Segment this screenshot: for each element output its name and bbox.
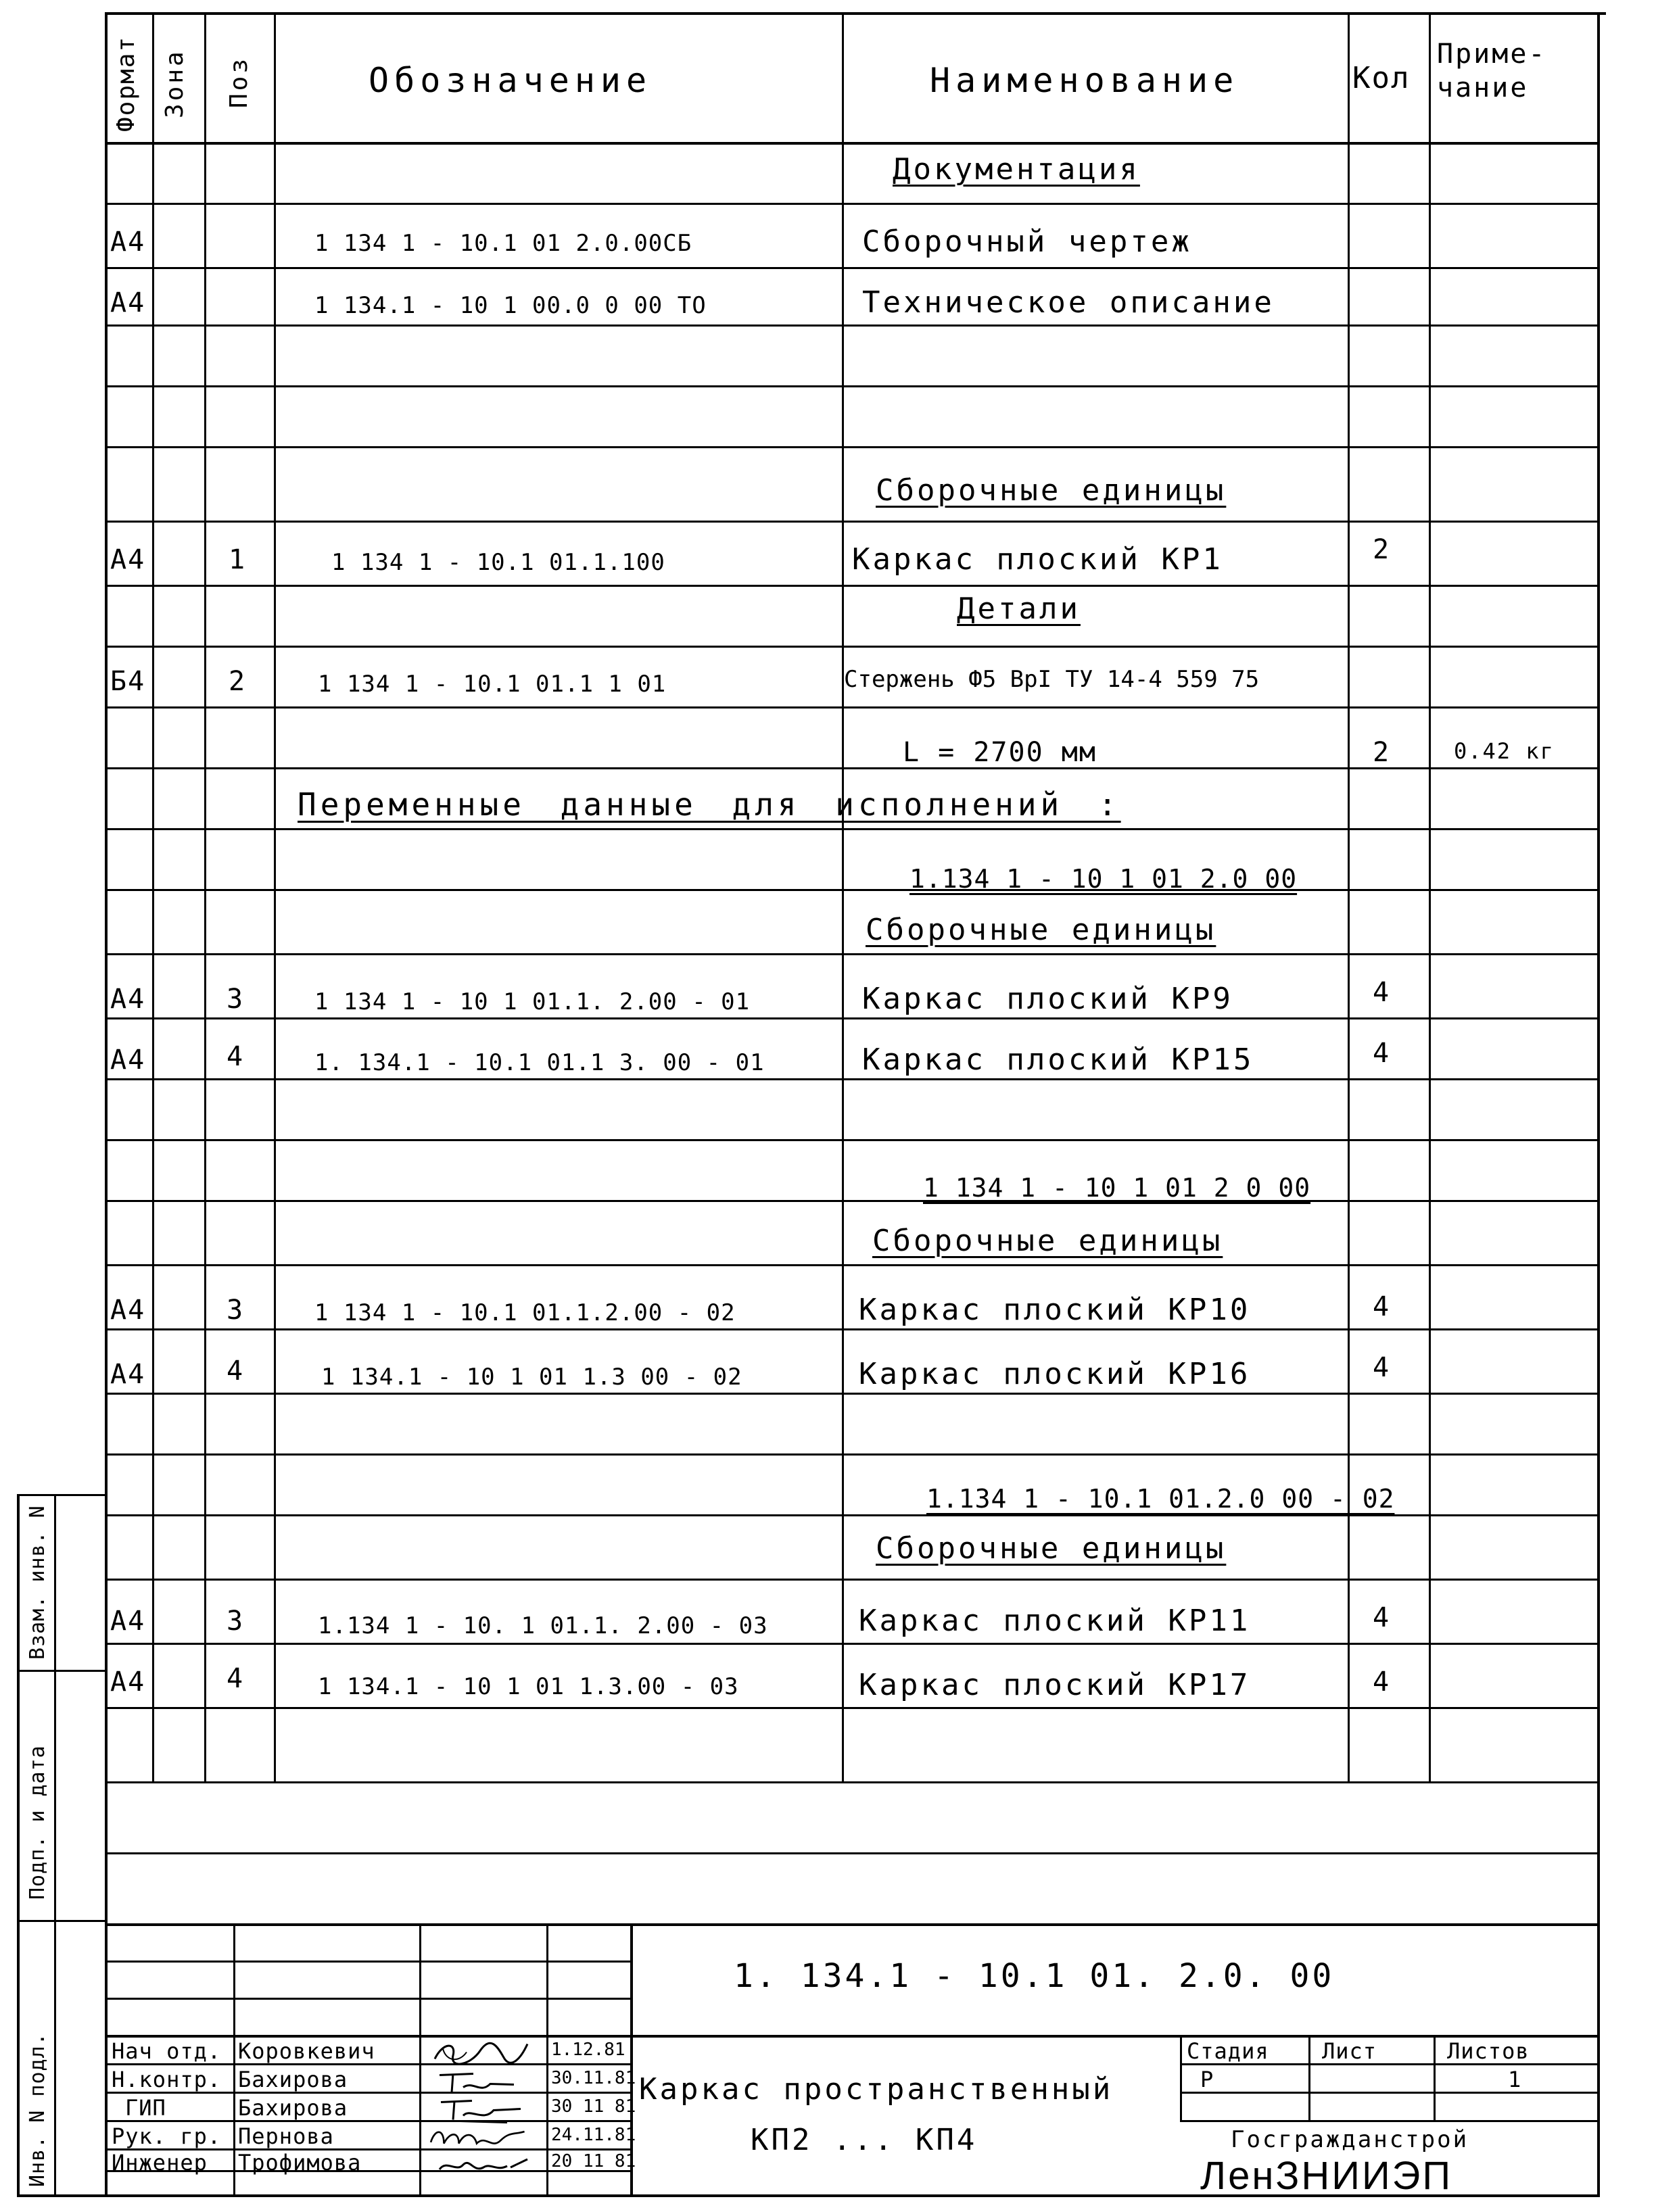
stage-label: Стадия	[1187, 2038, 1269, 2064]
row-designation: 1.134 1 - 10. 1 01.1. 2.00 - 03	[318, 1612, 768, 1639]
header-pos: Поз	[225, 55, 253, 108]
row-designation: 1 134.1 - 10 1 00.0 0 00 ТО	[314, 292, 707, 319]
row-designation: 1 134 1 - 10.1 01.1 1 01	[318, 671, 667, 698]
signer-date: 30.11.81	[551, 2068, 636, 2088]
header-bottom-line	[105, 142, 1599, 145]
row-format: А4	[110, 1295, 146, 1326]
row-qty: 4	[1373, 1352, 1391, 1383]
sheets-label: Листов	[1447, 2038, 1530, 2064]
frame-left	[105, 12, 108, 2196]
row-line	[105, 203, 1599, 205]
header-note: Приме- чание	[1437, 39, 1547, 103]
row-line	[105, 385, 1599, 387]
row-line	[105, 585, 1599, 587]
header-name: Наименование	[930, 61, 1239, 100]
row-qty: 2	[1373, 534, 1391, 565]
row-format: А4	[110, 1666, 146, 1698]
row-line	[105, 1393, 1599, 1395]
col-line-note	[1429, 12, 1431, 1783]
col-line-qty	[1348, 12, 1350, 1783]
row-designation: 1 134 1 - 10.1 01 2.0.00СБ	[314, 230, 692, 257]
tb-stage-box-left	[1180, 2035, 1182, 2120]
signer-role: Рук. гр.	[112, 2123, 222, 2149]
margin-frame-left	[17, 1494, 20, 2197]
row-name: Каркас плоский КР17	[859, 1668, 1251, 1702]
row-qty: 4	[1373, 1602, 1391, 1633]
row-line	[105, 267, 1599, 269]
row-note: 0.42 кг	[1454, 738, 1555, 764]
col-line-des	[274, 12, 276, 1783]
organization-institute: ЛенЗНИИЭП	[1200, 2154, 1453, 2198]
stage-value: Р	[1200, 2067, 1214, 2092]
col-line-zone	[152, 12, 154, 1783]
header-zone: Зона	[161, 49, 189, 118]
margin-line	[17, 2194, 105, 2197]
section-assembly-units: Сборочные единицы	[872, 1224, 1223, 1258]
row-designation: 1 134.1 - 10 1 01 1.3.00 - 03	[318, 1673, 739, 1700]
section-documentation: Документация	[893, 152, 1140, 187]
row-designation: 1 134 1 - 10.1 01.1.2.00 - 02	[314, 1299, 736, 1326]
row-line	[105, 953, 1599, 955]
signer-role: ГИП	[125, 2095, 166, 2121]
signer-date: 24.11.81	[551, 2125, 636, 2145]
row-line	[105, 889, 1599, 891]
row-pos: 4	[227, 1041, 245, 1072]
signer-name: Бахирова	[238, 2067, 348, 2092]
row-line	[105, 1139, 1599, 1141]
row-name: Каркас плоский КР16	[859, 1357, 1251, 1391]
row-name: Техническое описание	[862, 285, 1275, 320]
row-format: А4	[110, 1044, 146, 1076]
tb-row	[105, 2035, 1599, 2038]
row-line	[105, 1017, 1599, 1019]
tb-stage-box-mid	[1180, 2092, 1599, 2094]
margin-original-inv: Инв. N подл.	[26, 2032, 49, 2187]
signer-role: Инженер	[112, 2150, 208, 2175]
row-designation: 1 134 1 - 10 1 01.1. 2.00 - 01	[314, 988, 751, 1015]
row-line	[105, 1514, 1599, 1516]
signer-name: Бахирова	[238, 2095, 348, 2121]
row-name: Стержень Ф5 ВрI ТУ 14-4 559 75	[844, 666, 1260, 693]
row-pos: 3	[227, 1606, 245, 1637]
row-line	[105, 324, 1599, 327]
col-line-pos	[204, 12, 206, 1783]
row-line	[105, 1579, 1599, 1581]
frame-top	[105, 12, 1606, 15]
subsection-variant: 1.134 1 - 10 1 01 2.0 00	[909, 864, 1298, 894]
title-line-2: КП2 ... КП4	[751, 2123, 978, 2157]
row-line	[105, 1643, 1599, 1645]
row-format: Б4	[110, 666, 146, 697]
header-format: Формат	[112, 35, 140, 132]
row-qty: 4	[1373, 1291, 1391, 1322]
header-qty: Кол	[1352, 61, 1411, 95]
row-designation: 1. 134.1 - 10.1 01.1 3. 00 - 01	[314, 1049, 765, 1076]
header-designation: Обозначение	[369, 61, 653, 100]
margin-line	[17, 1494, 105, 1496]
subsection-variant: 1 134 1 - 10 1 01 2 0 00	[923, 1173, 1311, 1203]
row-line	[105, 1328, 1599, 1330]
row-line	[105, 1453, 1599, 1456]
section-assembly-units: Сборочные единицы	[876, 1531, 1227, 1566]
row-format: А4	[110, 287, 146, 318]
row-qty: 4	[1373, 1038, 1391, 1069]
margin-signature-date: Подп. и дата	[26, 1745, 49, 1900]
row-format: А4	[110, 1606, 146, 1637]
row-line	[105, 446, 1599, 448]
row-designation: 1 134 1 - 10.1 01.1.100	[331, 549, 665, 576]
row-line	[105, 1781, 1599, 1783]
row-pos: 4	[227, 1355, 245, 1387]
signer-role: Нач отд.	[112, 2038, 222, 2064]
col-line-name	[842, 12, 844, 1783]
signer-date: 20 11 81	[551, 2151, 636, 2171]
document-number: 1. 134.1 - 10.1 01. 2.0. 00	[734, 1957, 1335, 1995]
tb-row	[105, 1961, 632, 1963]
tb-row	[105, 1998, 632, 2000]
subsection-variant: 1.134 1 - 10.1 01.2.0 00 - 02	[926, 1484, 1395, 1514]
tb-vcol	[233, 1923, 235, 2197]
margin-inner	[54, 1494, 56, 2197]
margin-line	[17, 1920, 105, 1922]
signer-date: 1.12.81	[551, 2040, 625, 2060]
row-line	[105, 1200, 1599, 1202]
row-format: А4	[110, 984, 146, 1015]
row-name: Сборочный чертеж	[862, 224, 1192, 259]
tb-vcol	[419, 1923, 421, 2197]
signer-name: Коровкевич	[238, 2038, 375, 2064]
row-format: А4	[110, 544, 146, 575]
row-name: Каркас плоский КР10	[859, 1293, 1251, 1327]
section-assembly-units: Сборочные единицы	[876, 473, 1227, 508]
margin-line	[17, 1670, 105, 1672]
section-parts: Детали	[957, 592, 1081, 626]
sheet-label: Лист	[1322, 2038, 1377, 2064]
row-line	[105, 706, 1599, 708]
margin-replacement-inv: Взам. инв. N	[26, 1505, 49, 1660]
row-designation: 1 134.1 - 10 1 01 1.3 00 - 02	[321, 1364, 742, 1391]
tb-line-top	[105, 1923, 1599, 1926]
row-line	[105, 1264, 1599, 1266]
tb-row	[105, 2120, 632, 2122]
row-pos: 4	[227, 1663, 245, 1694]
row-line	[105, 1707, 1599, 1709]
row-qty: 4	[1373, 977, 1391, 1008]
variable-data-banner: Переменные данные для исполнений :	[298, 786, 1121, 823]
tb-stage-div1	[1308, 2035, 1310, 2120]
title-line-1: Каркас пространственный	[639, 2072, 1114, 2107]
frame-right	[1597, 12, 1600, 2196]
row-pos: 2	[229, 666, 247, 697]
tb-vcol	[546, 1923, 548, 2197]
row-line	[105, 1078, 1599, 1080]
row-line	[105, 1852, 1599, 1854]
row-format: А4	[110, 226, 146, 258]
row-pos: 3	[227, 1295, 245, 1326]
signer-role: Н.контр.	[112, 2067, 222, 2092]
row-name: Каркас плоский КР1	[852, 542, 1223, 577]
organization-ministry: Госгражданстрой	[1231, 2126, 1469, 2153]
signer-date: 30 11 81	[551, 2096, 636, 2117]
signer-name: Пернова	[238, 2123, 334, 2149]
row-format: А4	[110, 1359, 146, 1390]
row-name: Каркас плоский КР15	[862, 1042, 1254, 1077]
signer-name: Трофимова	[238, 2150, 362, 2175]
row-name: L = 2700 мм	[903, 737, 1097, 768]
row-pos: 3	[227, 984, 245, 1015]
tb-stage-box-bot	[1180, 2120, 1599, 2122]
row-name: Каркас плоский КР9	[862, 982, 1233, 1016]
row-pos: 1	[229, 544, 247, 575]
row-qty: 2	[1373, 737, 1391, 768]
row-line	[105, 646, 1599, 648]
row-name: Каркас плоский КР11	[859, 1604, 1251, 1638]
section-assembly-units: Сборочные единицы	[866, 913, 1216, 947]
row-qty: 4	[1373, 1666, 1391, 1698]
signature-image	[433, 2148, 534, 2184]
sheets-value: 1	[1508, 2067, 1522, 2092]
row-line	[105, 828, 1599, 830]
row-line	[105, 521, 1599, 523]
tb-stage-div2	[1434, 2035, 1436, 2120]
